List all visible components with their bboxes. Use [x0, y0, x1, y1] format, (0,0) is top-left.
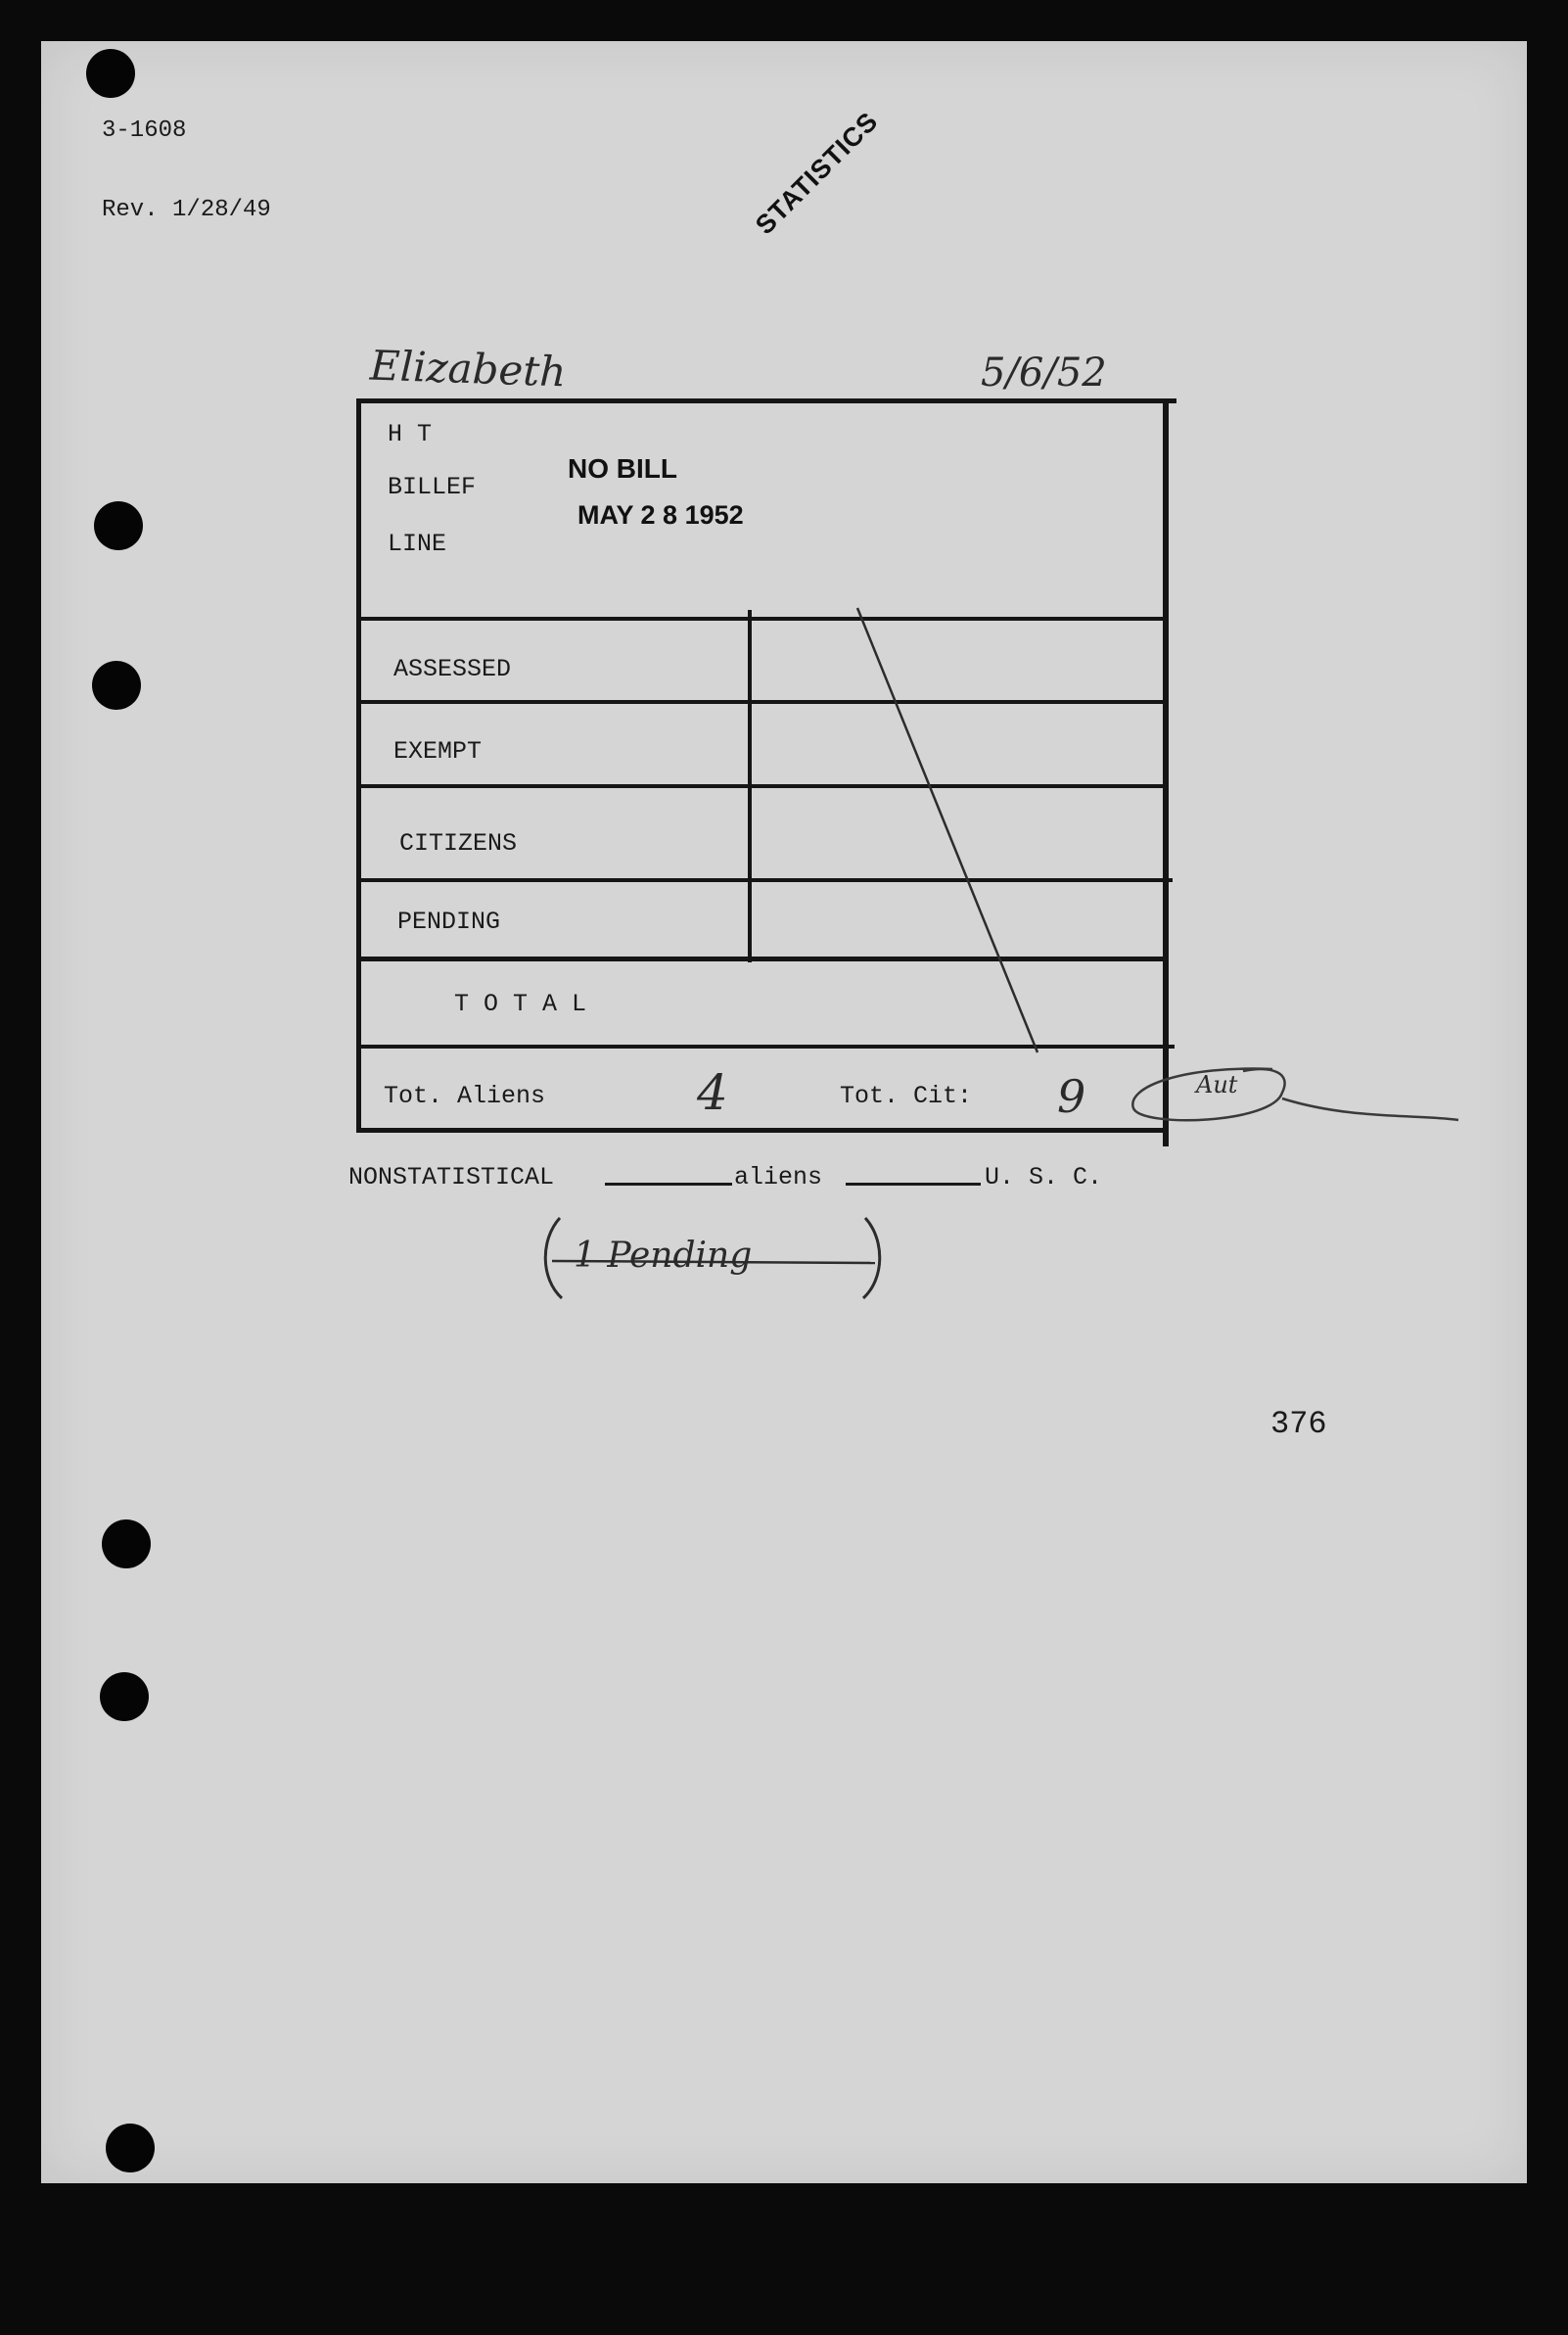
label-billef: BILLEF — [388, 473, 477, 501]
total-label: T O T A L — [454, 990, 587, 1018]
nonstatistical-usc-label: U. S. C. — [985, 1163, 1103, 1191]
punch-hole-2 — [94, 501, 143, 550]
total-citizens-value: 9 — [1057, 1070, 1086, 1123]
nonstatistical-aliens-blank — [605, 1183, 732, 1186]
form-number — [102, 65, 271, 250]
no-bill-stamp: NO BILL — [568, 453, 677, 484]
form-revision: Rev. 1/28/49 — [102, 197, 271, 223]
handwritten-initials: Aut — [1196, 1071, 1238, 1098]
nonstatistical-usc-blank — [846, 1183, 981, 1186]
punch-hole-5 — [100, 1672, 149, 1721]
row-label-citizens: CITIZENS — [399, 829, 518, 858]
statistics-stamp: STATISTICS — [750, 106, 884, 241]
punch-hole-4 — [102, 1519, 151, 1568]
nonstatistical-aliens-label: aliens — [734, 1163, 823, 1191]
handwritten-place: Elizabeth — [369, 341, 568, 397]
diagonal-strike-mark — [354, 398, 1176, 1152]
total-aliens-label: Tot. Aliens — [384, 1082, 546, 1110]
received-date-stamp: MAY 2 8 1952 — [577, 500, 744, 530]
nonstatistical-label: NONSTATISTICAL — [348, 1163, 555, 1191]
row-label-pending: PENDING — [397, 908, 501, 936]
initials-circle — [1126, 1057, 1478, 1145]
total-aliens-value: 4 — [697, 1064, 728, 1121]
label-line: LINE — [388, 530, 447, 558]
statistics-form-grid — [354, 398, 1176, 1152]
handwritten-date: 5/6/52 — [981, 350, 1107, 396]
punch-hole-6 — [106, 2124, 155, 2172]
total-citizens-label: Tot. Cit: — [840, 1082, 973, 1110]
form-number-code: 3-1608 — [102, 117, 187, 144]
page-number: 376 — [1270, 1406, 1327, 1442]
handwritten-pending-note: 1 Pending — [574, 1236, 753, 1276]
label-ht: H T — [388, 420, 433, 448]
row-label-assessed: ASSESSED — [393, 655, 512, 683]
punch-hole-3 — [92, 661, 141, 710]
row-label-exempt: EXEMPT — [393, 737, 483, 766]
